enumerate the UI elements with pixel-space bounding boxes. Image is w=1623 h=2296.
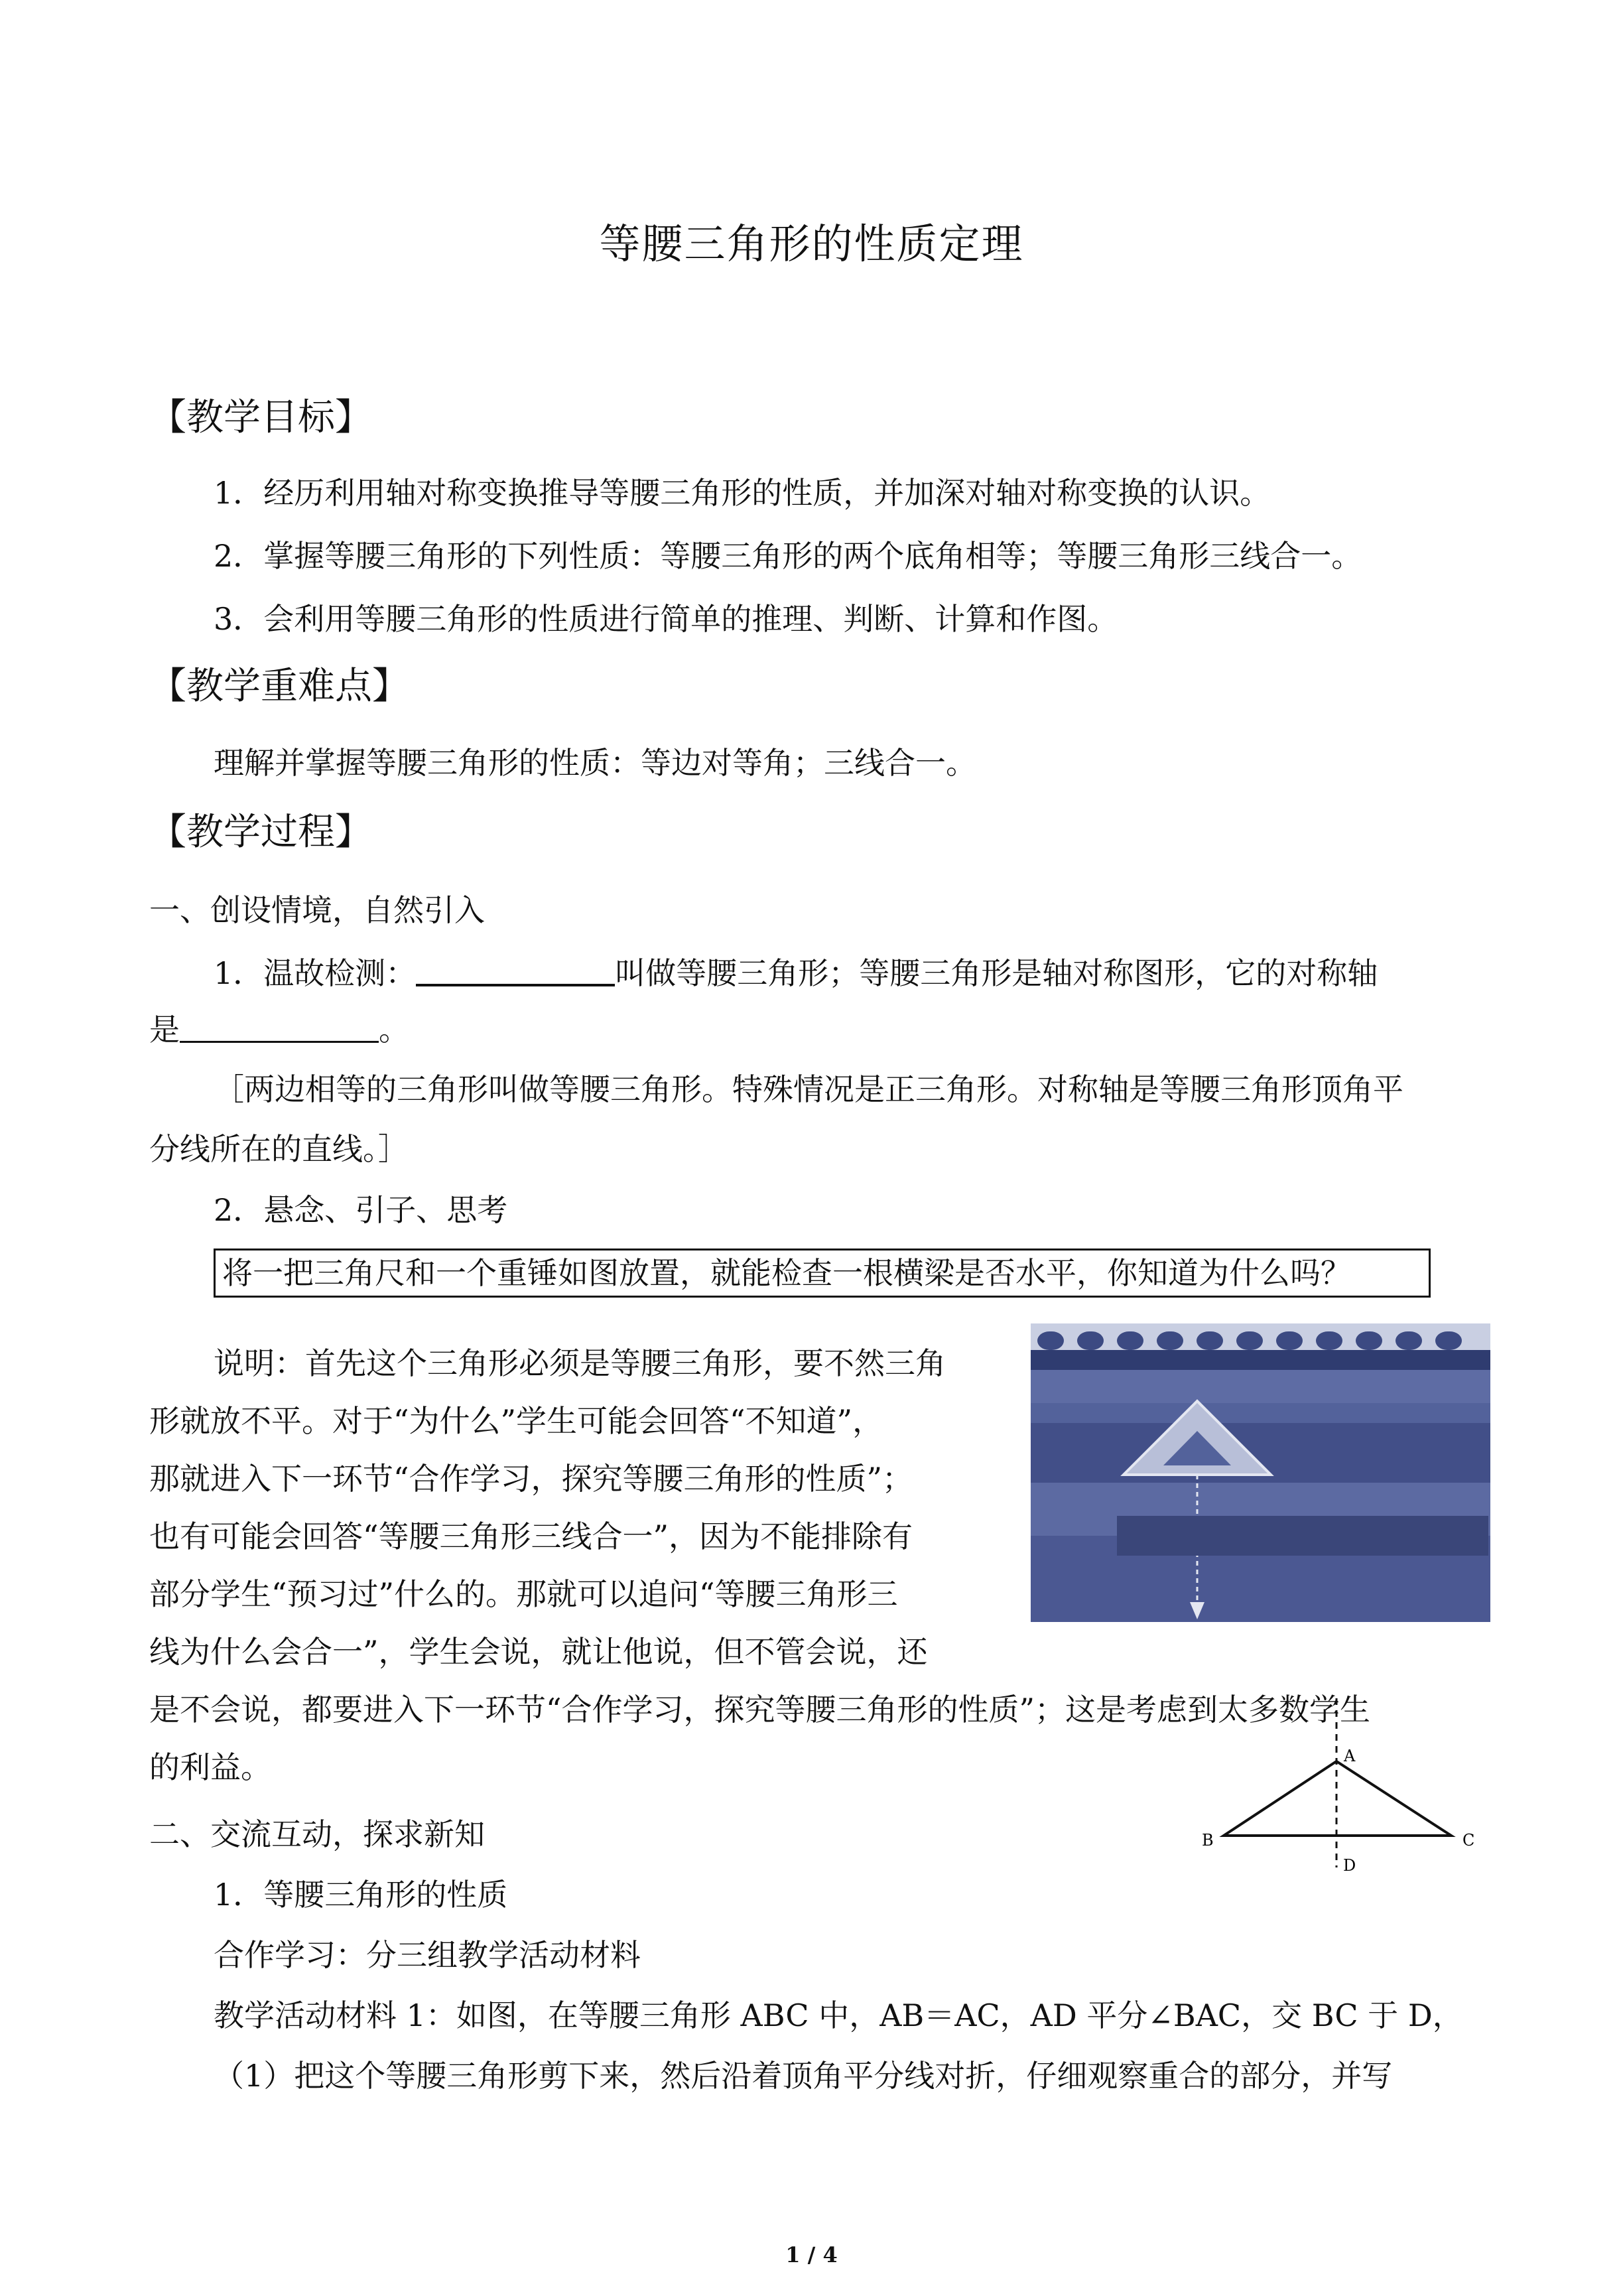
fill-blank-1 [416, 955, 615, 986]
explain-line-6: 线为什么会合一”，学生会说，就让他说，但不管会说，还 [149, 1634, 928, 1670]
section-heading-key: 【教学重难点】 [149, 665, 409, 708]
part1-heading: 一、创设情境，自然引入 [149, 892, 485, 928]
section-heading-goals: 【教学目标】 [149, 396, 372, 439]
fill-blank-2 [180, 1012, 379, 1043]
item-2-heading: 2．悬念、引子、思考 [214, 1192, 508, 1228]
explain-line-8: 的利益。 [149, 1749, 271, 1785]
review-prefix: 1．温故检测： [214, 955, 417, 991]
review-mid: 叫做等腰三角形；等腰三角形是轴对称图形，它的对称轴 [615, 955, 1378, 991]
boxed-question: 将一把三角尺和一个重锤如图放置，就能检查一根横梁是否水平，你知道为什么吗？ [214, 1249, 1431, 1298]
review-line2-prefix: 是 [149, 1012, 180, 1047]
sub-heading-1: 1．等腰三角形的性质 [214, 1877, 508, 1913]
answer-line-2: 分线所在的直线。］ [149, 1131, 409, 1167]
explain-line-7: 是不会说，都要进入下一环节“合作学习，探究等腰三角形的性质”；这是考虑到太多数学生 [149, 1692, 1371, 1727]
label-d: D [1343, 1856, 1356, 1875]
page-number: 1 / 4 [785, 2242, 838, 2267]
part2-heading: 二、交流互动，探求新知 [149, 1816, 485, 1852]
step-1-text: （1）把这个等腰三角形剪下来，然后沿着顶角平分线对折，仔细观察重合的部分，并写 [214, 2058, 1393, 2094]
review-question-line1 [214, 953, 1378, 993]
beam-photo-image [1031, 1323, 1490, 1622]
page-title: 等腰三角形的性质定理 [599, 220, 1024, 268]
goal-item-2: 2．掌握等腰三角形的下列性质：等腰三角形的两个底角相等；等腰三角形三线合一。 [214, 538, 1362, 574]
triangle-figure-svg [1194, 1698, 1499, 1884]
label-c: C [1462, 1831, 1475, 1850]
explain-line-2: 形就放不平。对于“为什么”学生可能会回答“不知道”， [149, 1403, 883, 1439]
goal-item-3: 3．会利用等腰三角形的性质进行简单的推理、判断、计算和作图。 [214, 601, 1118, 637]
review-line2-suffix: 。 [379, 1012, 409, 1047]
explain-line-3: 那就进入下一环节“合作学习，探究等腰三角形的性质”； [149, 1461, 913, 1497]
key-points-text: 理解并掌握等腰三角形的性质：等边对等角；三线合一。 [214, 745, 976, 781]
section-heading-process: 【教学过程】 [149, 811, 372, 854]
explain-line-4: 也有可能会回答“等腰三角形三线合一”，因为不能排除有 [149, 1519, 913, 1554]
sub-heading-2: 合作学习：分三组教学活动材料 [214, 1937, 641, 1973]
triangle-figure [1194, 1698, 1499, 1884]
explain-line-1: 说明：首先这个三角形必须是等腰三角形，要不然三角 [214, 1345, 946, 1381]
label-b: B [1202, 1831, 1214, 1850]
material-1-text: 教学活动材料 1：如图，在等腰三角形 ABC 中，AB＝AC，AD 平分∠BAC，交 BC 于 D， [214, 1997, 1463, 2033]
beam-photo [1031, 1323, 1490, 1622]
label-a: A [1344, 1747, 1356, 1765]
answer-line-1: ［两边相等的三角形叫做等腰三角形。特殊情况是正三角形。对称轴是等腰三角形顶角平 [214, 1071, 1403, 1107]
review-question-line2 [149, 1010, 409, 1049]
explain-line-5: 部分学生“预习过”什么的。那就可以追问“等腰三角形三 [149, 1576, 898, 1612]
goal-item-1: 1．经历利用轴对称变换推导等腰三角形的性质，并加深对轴对称变换的认识。 [214, 475, 1271, 511]
